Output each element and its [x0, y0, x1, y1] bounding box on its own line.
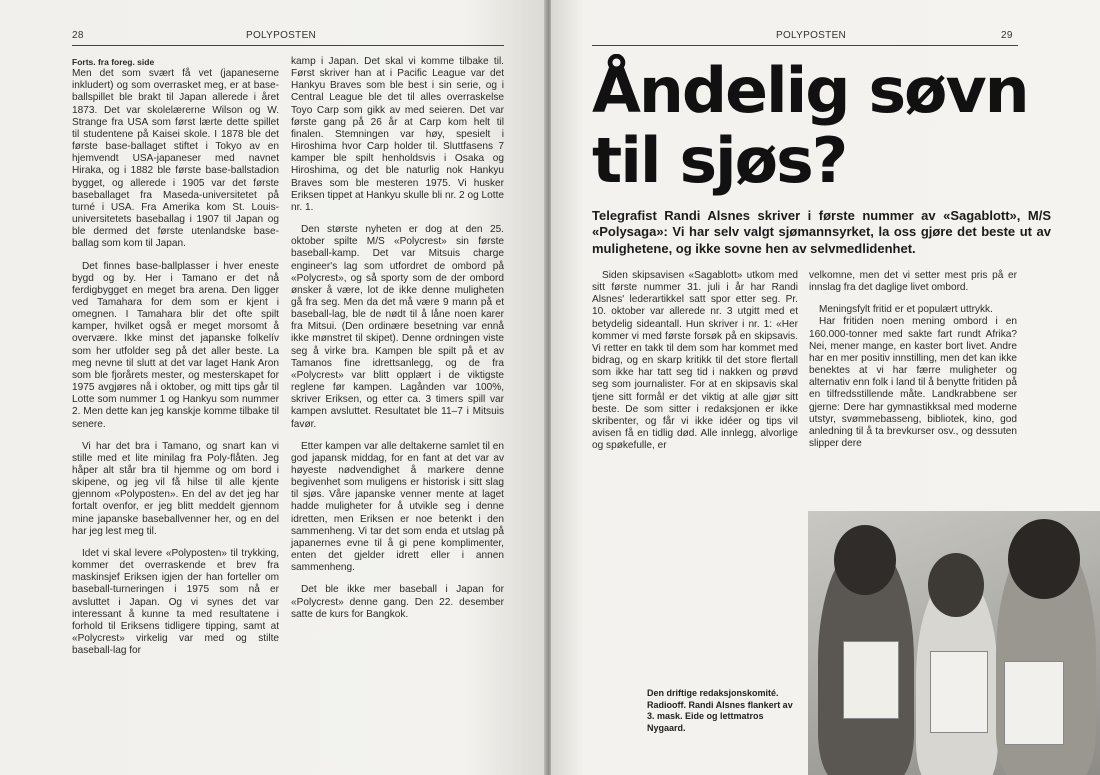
right-page	[551, 0, 1100, 775]
column-2	[291, 56, 504, 631]
continuation-kicker: Forts. fra foreg. side	[72, 57, 155, 67]
paragraph: Etter kampen var alle deltakerne samlet til en god japansk middag, for en fant at det var av høyeste nødvendighet å markere denne begivenhet som muligens er historisk i sitt slag til sjøs. Våre japanske venner mente at laget hadde muligheter for å utvikle seg i denne idretten, men Eriksen er noe betenkt i den sammenheng. Vi tar det som enda et utslag på japanernes evne til å gi pene komplimenter, enten det gjelder idrett eller i annen sammenheng.	[291, 440, 504, 574]
paragraph: Meningsfylt fritid er et populært uttrykk.	[819, 304, 993, 316]
column-1	[72, 56, 279, 667]
page-number: 29	[1001, 30, 1013, 41]
paragraph: Det ble ikke mer baseball i Japan for «Polycrest» denne gang. Den 22. desember satte de kurs for Bangkok.	[291, 584, 504, 620]
head-right	[1008, 519, 1080, 599]
paragraph: Idet vi skal levere «Polyposten» til trykking, kommer det overraskende et brev fra maskinsjef Eriksen igjen der han forteller om baseball-turneringen i 1975 som nå er avsluttet i Japan. Og vi synes det var interessant å kunne ta med resultatene i forhold til Eriksens tidligere tipping, samt at «Polycrest» virkelig var med og stilte baseball-lag for	[72, 547, 279, 657]
head-left	[834, 525, 896, 595]
paragraph: Har fritiden noen mening ombord i en 160.000-tonner med sakte fart rundt Afrika? Nei, mener mange, en kaster bort livet. Andre har en mer positiv innstilling, men det kan ikke benektes at vi har færre muligheter og alternativ enn folk i land til å benytte fritiden på en tilfredsstillende måte. Landkrabbene ser gjerne: Dere har gymnastikksal med moderne utstyr, svømmebasseng, bibliotek, kino, god anledning til å ta brevkurser osv., og dessuten slipper dere	[809, 316, 1017, 450]
held-paper	[843, 641, 899, 719]
column-2	[809, 270, 1017, 460]
editorial-team-photo	[808, 511, 1100, 775]
running-head: POLYPOSTEN	[776, 30, 847, 41]
photo-caption: Den driftige redaksjonskomité. Radiooff. Randi Alsnes flankert av 3. mask. Eide og lettmatros Nygaard.	[647, 688, 793, 733]
header-rule	[592, 45, 1018, 46]
article-headline: Åndelig søvn til sjøs?	[592, 54, 1028, 197]
held-paper	[930, 651, 988, 733]
paragraph: Det finnes base-ballplasser i hver eneste bygd og by. Her i Tamano er det nå ferdigbygget en meget bra arena. Den ligger ved Tamahara for dem som er kjent i omegnen. I Tamahara blir det ofte spilt kamper, hvilket også er meget morsomt å overvære. Ikke minst det japanske folkelív som her utfolder seg på det aller beste. La meg nevne til slutt at det var laget Hank Aron som ble fjorårets mester, og mesterskapet for 1975 avgjøres nå i oktober, og mitt tips går til Lotte som nummer 1 og Hankyu som nummer 2. Men dette kan jeg kanskje komme tilbake til senere.	[72, 260, 279, 430]
paragraph: Vi har det bra i Tamano, og snart kan vi stille med et lite minilag fra Poly-flåten. Jeg håper alt står bra til hjemme og om bord i skipene, og jeg vil få hilse til alle kjente gjennom «Polyposten». En del av det jeg har fortalt ovenfor, er jeg blitt meddelt gjennom mine japanske baseballvenner her, og en del har jeg lest meg til.	[72, 440, 279, 537]
held-paper	[1004, 661, 1064, 745]
article-lede: Telegrafist Randi Alsnes skriver i første nummer av «Sagablott», M/S «Polysaga»: Vi har selv valgt sjømannsyrket, la oss gjøre det beste ut av mulighetene, og ikke sovne hen av selvmedlidenhet.	[592, 208, 1051, 256]
paragraph: Siden skipsavisen «Sagablott» utkom med sitt første nummer 31. juli i år har Randi Alsnes' lederartikkel satt spor etter seg. Pr. 10. oktober var allerede nr. 3 utgitt med et betydelig sideantall. Hun skriver i nr. 1: «Her kommer vi med første forsøk på en skipsavis. Vi retter en takk til dem som har kommet med bidrag, og en skarp kritikk til det store flertall som ikke har tatt seg tid i nakken og prøvd seg som journalister. For at en skipsavis skal tjene sitt formål er det viktig at alle gjør sitt beste. De som sitter i redaksjonen er ikke skribenter, og får vi ikke idéer og tips vil avisen få en tidlig død. Alle innlegg, alvorlige og spøkefulle, er	[592, 270, 798, 452]
paragraph: velkomne, men det vi setter mest pris på er innslag fra det daglige livet ombord.	[809, 270, 1017, 294]
running-head: POLYPOSTEN	[246, 30, 317, 41]
head-center	[928, 553, 984, 617]
paragraph: Forts. fra foreg. side Men det som svært få vet (japaneserne inkludert) og som overrasket meg, er at base-ballspillet ble brakt til Japan allerede i året 1873. Det var skolelærerne Wilson og W. Strange fra USA som først lærte dette spillet til studentene på Kaisei skole. I 1878 ble det første base-ballaget stiftet i Tokyo av en hjemvendt USA-japaneser med navnet Hiraka, og i 1882 ble første base-ballstadion bygget, og allerede i 1905 var det første baseballaget fra Maseda-universitetet på turné i USA. Fra Amerika kom St. Louis-universitetets baseballag i 1907 til Japan og ble dermed det første utenlandske base-ballag som kom til Japan.	[72, 57, 279, 250]
paragraph: kamp i Japan. Det skal vi komme tilbake til. Først skriver han at i Pacific League var det Hankyu Braves som ble best i sin serie, og i Central League ble det til alles overraskelse Toyo Carp som gikk av med seieren. Det var første gang på 26 år at Carp kom helt til finalen. Stemningen var høy, spesielt i Hiroshima hvor Carp holder til. Sluttfasens 7 kamper ble spilt henholdsvis i Osaka og Hiroshima, og det ble naturlig nok Hankyu Braves som ble mesteren 1975. Vi husker Eriksen tippet at Hankyu skulle bli nr. 2 og Lotte nr. 1.	[291, 56, 504, 213]
left-page	[0, 0, 546, 775]
page-number: 28	[72, 30, 84, 41]
header-rule	[72, 45, 504, 46]
column-1	[592, 270, 798, 462]
paragraph: Den største nyheten er dog at den 25. oktober spilte M/S «Polycrest» sin første baseball-kamp. Det var Mitsuis charge engineer's lag som utfordret de ombord på «Polycrest», og så sporty som de der ombord ønsker å være, lot de ikke denne muligheten gå fra seg. Men da det må være 9 mann på et baseball-lag, ble de nødt til å låne noen karer fra Mitsui. (Den ordinære besetning var ennå ikke mønstret til skipet). Denne ordningen viste seg å virke bra. Kampen ble spilt på et av Tamanos fine idrettsanlegg, og de fra «Polycrest» var blitt opplært i de viktigste reglene før kampen. Lagånden var 100%, skriver Eriksen, og etter ca. 3 timers spill var kampen avsluttet. Resultatet ble 11–7 i Mitsuis favør.	[291, 224, 504, 430]
